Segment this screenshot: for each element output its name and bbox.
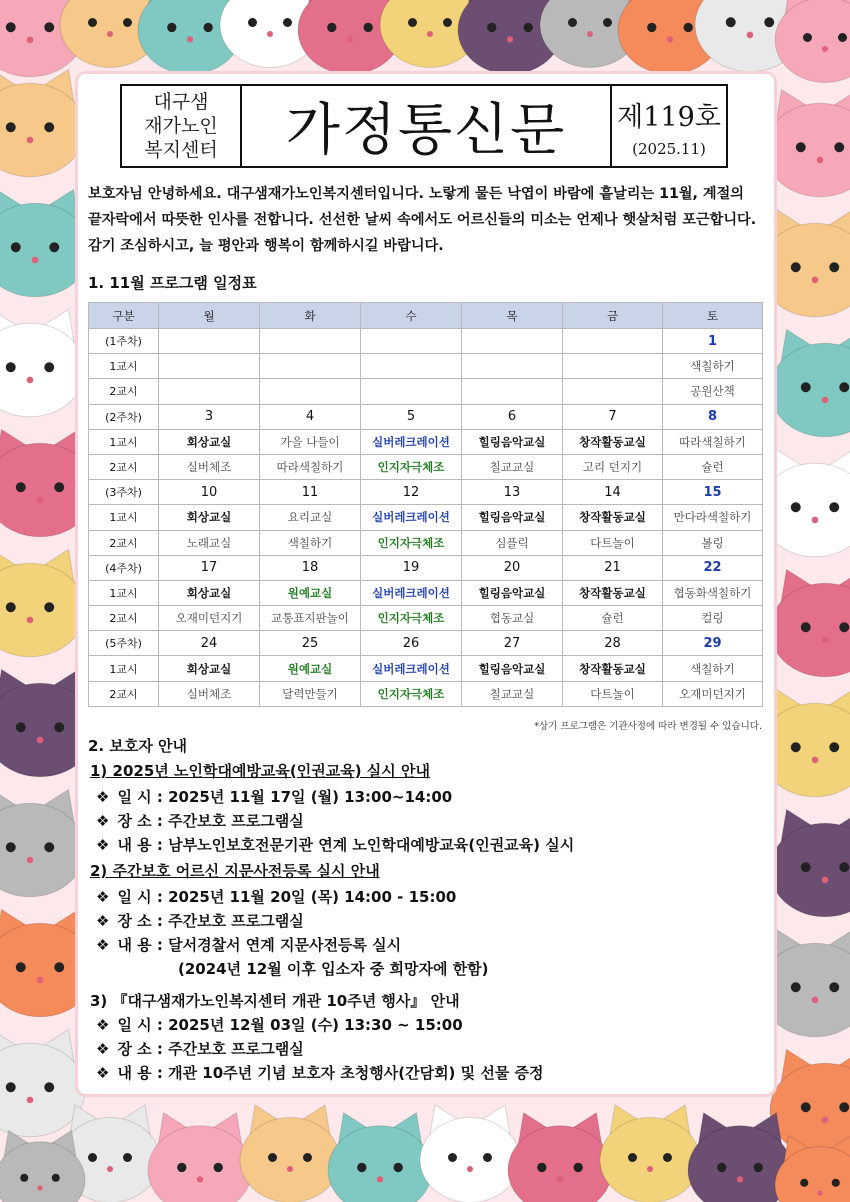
notice-2-title: 2) 주간보호 어르신 지문사전등록 실시 안내 (90, 862, 380, 880)
table-cell: 다트놀이 (563, 681, 663, 706)
notice-3-item-2 (96, 1038, 304, 1059)
table-cell: 28 (563, 631, 663, 656)
table-cell: 고리 던지기 (563, 454, 663, 479)
table-cell: 창작활동교실 (563, 505, 663, 530)
table-cell: 실버레크레이션 (361, 505, 462, 530)
table-cell (462, 329, 563, 354)
table-cell: 슐런 (563, 606, 663, 631)
notice-2-place: 장 소 : 주간보호 프로그램실 (117, 912, 304, 930)
row-label-cell: (2주차) (89, 404, 159, 429)
table-cell: 3 (159, 404, 260, 429)
notice-2-item-3 (96, 934, 401, 955)
table-cell: 14 (563, 480, 663, 505)
table-cell: 15 (663, 480, 763, 505)
table-cell: 6 (462, 404, 563, 429)
notice-1-item-2 (96, 810, 304, 831)
table-cell (563, 379, 663, 404)
period-row (89, 530, 763, 555)
table-cell: 색칠하기 (663, 354, 763, 379)
row-label-cell: (4주차) (89, 555, 159, 580)
table-cell: 회상교실 (159, 656, 260, 681)
row-label-cell: (1주차) (89, 329, 159, 354)
schedule-note: *상기 프로그램은 기관사정에 따라 변경될 수 있습니다. (534, 721, 762, 732)
table-cell: 실버레크레이션 (361, 580, 462, 605)
table-cell: 19 (361, 555, 462, 580)
table-cell: 오재미던지기 (663, 681, 763, 706)
table-cell (462, 354, 563, 379)
row-label-cell: 2교시 (89, 530, 159, 555)
table-cell: 컬링 (663, 606, 763, 631)
table-cell (260, 379, 361, 404)
notice-1-item-1 (96, 786, 452, 807)
table-cell: 힐링음악교실 (462, 656, 563, 681)
period-row (89, 580, 763, 605)
table-cell: 따라색칠하기 (663, 429, 763, 454)
row-label-cell: 2교시 (89, 681, 159, 706)
table-cell: 색칠하기 (663, 656, 763, 681)
week-row (89, 631, 763, 656)
issue-box (610, 86, 726, 166)
org-line-1: 대구샘 (153, 91, 209, 113)
column-header: 토 (663, 303, 763, 329)
issue-date: (2025.11) (632, 139, 706, 158)
table-cell: 20 (462, 555, 563, 580)
notice-3-date: 일 시 : 2025년 12월 03일 (수) 13:30 ~ 15:00 (117, 1016, 463, 1034)
table-header-row (89, 303, 763, 329)
table-cell: 인지자극체조 (361, 454, 462, 479)
table-cell: 5 (361, 404, 462, 429)
table-cell: 회상교실 (159, 429, 260, 454)
notice-2-item-2 (96, 910, 304, 931)
table-cell: 17 (159, 555, 260, 580)
table-cell: 만다라색칠하기 (663, 505, 763, 530)
table-cell: 13 (462, 480, 563, 505)
period-row (89, 429, 763, 454)
notice-1-place: 장 소 : 주간보호 프로그램실 (117, 812, 304, 830)
table-cell (159, 354, 260, 379)
table-cell: 창작활동교실 (563, 429, 663, 454)
notice-2-item-1 (96, 886, 456, 907)
row-label-cell: (5주차) (89, 631, 159, 656)
table-cell (361, 354, 462, 379)
week-row (89, 329, 763, 354)
table-cell (159, 329, 260, 354)
table-cell (563, 329, 663, 354)
program-schedule-table (88, 302, 763, 707)
notice-3-title: 3) 『대구샘재가노인복지센터 개관 10주년 행사』 안내 (90, 992, 460, 1010)
notice-2-content: 내 용 : 달서경찰서 연계 지문사전등록 실시 (117, 936, 402, 954)
diamond-bullet-icon: ❖ (96, 812, 110, 830)
table-cell: 1 (663, 329, 763, 354)
diamond-bullet-icon: ❖ (96, 1064, 110, 1082)
org-line-2: 재가노인 (144, 115, 218, 137)
table-cell: 힐링음악교실 (462, 429, 563, 454)
table-cell: 힐링음악교실 (462, 580, 563, 605)
diamond-bullet-icon: ❖ (96, 936, 110, 954)
diamond-bullet-icon: ❖ (96, 888, 110, 906)
newsletter-header (120, 84, 728, 168)
column-header: 금 (563, 303, 663, 329)
table-cell: 인지자극체조 (361, 606, 462, 631)
table-cell: 27 (462, 631, 563, 656)
table-cell: 회상교실 (159, 580, 260, 605)
organization-name (122, 86, 242, 166)
table-cell: 실버레크레이션 (361, 656, 462, 681)
week-row (89, 480, 763, 505)
table-cell: 29 (663, 631, 763, 656)
table-cell: 칠교교실 (462, 681, 563, 706)
table-cell: 공원산책 (663, 379, 763, 404)
notice-3-content: 내 용 : 개관 10주년 기념 보호자 초청행사(간담회) 및 선물 증정 (117, 1064, 544, 1082)
table-cell: 26 (361, 631, 462, 656)
table-cell: 협동교실 (462, 606, 563, 631)
table-cell: 21 (563, 555, 663, 580)
period-row (89, 606, 763, 631)
table-cell: 8 (663, 404, 763, 429)
section-1-title: 1. 11월 프로그램 일정표 (88, 274, 257, 292)
table-cell: 22 (663, 555, 763, 580)
period-row (89, 354, 763, 379)
row-label-cell: 1교시 (89, 354, 159, 379)
table-cell: 7 (563, 404, 663, 429)
table-cell: 인지자극체조 (361, 530, 462, 555)
table-cell: 인지자극체조 (361, 681, 462, 706)
table-cell (563, 354, 663, 379)
diamond-bullet-icon: ❖ (96, 1040, 110, 1058)
row-label-cell: (3주차) (89, 480, 159, 505)
page-title: 가정통신문 (285, 98, 567, 163)
table-cell: 색칠하기 (260, 530, 361, 555)
table-cell: 다트놀이 (563, 530, 663, 555)
table-cell (260, 354, 361, 379)
table-cell: 12 (361, 480, 462, 505)
table-cell: 11 (260, 480, 361, 505)
table-cell: 실버체조 (159, 454, 260, 479)
notice-2-date: 일 시 : 2025년 11월 20일 (목) 14:00 - 15:00 (117, 888, 457, 906)
table-cell: 창작활동교실 (563, 580, 663, 605)
column-header: 목 (462, 303, 563, 329)
table-cell: 오재미던지기 (159, 606, 260, 631)
table-cell (260, 329, 361, 354)
table-cell: 창작활동교실 (563, 656, 663, 681)
table-cell: 교통표지판놀이 (260, 606, 361, 631)
table-cell (462, 379, 563, 404)
week-row (89, 555, 763, 580)
table-cell (361, 329, 462, 354)
table-cell: 노래교실 (159, 530, 260, 555)
diamond-bullet-icon: ❖ (96, 1016, 110, 1034)
row-label-cell: 1교시 (89, 580, 159, 605)
notice-3-item-1 (96, 1014, 463, 1035)
column-header: 월 (159, 303, 260, 329)
table-cell: 칠교교실 (462, 454, 563, 479)
table-cell: 협동화색칠하기 (663, 580, 763, 605)
notice-1-date: 일 시 : 2025년 11월 17일 (월) 13:00~14:00 (117, 788, 453, 806)
issue-number: 제119호 (617, 101, 721, 133)
table-cell: 요리교실 (260, 505, 361, 530)
notice-1-item-3 (96, 834, 574, 855)
table-cell: 18 (260, 555, 361, 580)
row-label-cell: 1교시 (89, 505, 159, 530)
table-cell: 24 (159, 631, 260, 656)
table-cell: 25 (260, 631, 361, 656)
table-cell: 볼링 (663, 530, 763, 555)
table-cell: 실버레크레이션 (361, 429, 462, 454)
row-label-cell: 2교시 (89, 454, 159, 479)
row-label-cell: 2교시 (89, 606, 159, 631)
column-header: 구분 (89, 303, 159, 329)
period-row (89, 454, 763, 479)
intro-paragraph: 보호자님 안녕하세요. 대구샘재가노인복지센터입니다. 노랗게 물든 낙엽이 바람에 흩날리는 11월, 계절의 끝자락에서 따뜻한 인사를 전합니다. 선선한 날씨 속에서도 어르신들의 미소는 언제나 햇살처럼 포근합니다. 감기 조심하시고, 늘 평안과 행복이 함께하시길 바랍니다. (88, 186, 757, 254)
diamond-bullet-icon: ❖ (96, 912, 110, 930)
notice-3-item-3 (96, 1062, 544, 1083)
table-cell: 4 (260, 404, 361, 429)
row-label-cell: 1교시 (89, 429, 159, 454)
diamond-bullet-icon: ❖ (96, 836, 110, 854)
column-header: 화 (260, 303, 361, 329)
period-row (89, 505, 763, 530)
table-cell: 힐링음악교실 (462, 505, 563, 530)
table-cell: 10 (159, 480, 260, 505)
table-cell: 가을 나들이 (260, 429, 361, 454)
table-cell: 원예교실 (260, 580, 361, 605)
table-cell: 따라색칠하기 (260, 454, 361, 479)
table-cell: 달력만들기 (260, 681, 361, 706)
notice-1-title: 1) 2025년 노인학대예방교육(인권교육) 실시 안내 (90, 762, 430, 780)
row-label-cell: 1교시 (89, 656, 159, 681)
table-cell: 심플릭 (462, 530, 563, 555)
column-header: 수 (361, 303, 462, 329)
row-label-cell: 2교시 (89, 379, 159, 404)
table-cell: 실버체조 (159, 681, 260, 706)
notice-1-content: 내 용 : 남부노인보호전문기관 연계 노인학대예방교육(인권교육) 실시 (117, 836, 575, 854)
week-row (89, 404, 763, 429)
table-cell (361, 379, 462, 404)
table-cell: 원예교실 (260, 656, 361, 681)
table-cell: 회상교실 (159, 505, 260, 530)
org-line-3: 복지센터 (144, 139, 218, 161)
period-row (89, 681, 763, 706)
section-2-title: 2. 보호자 안내 (88, 737, 188, 755)
period-row (89, 379, 763, 404)
table-cell (159, 379, 260, 404)
period-row (89, 656, 763, 681)
notice-2-extra: (2024년 12월 이후 입소자 중 희망자에 한함) (178, 960, 489, 978)
table-cell: 슐런 (663, 454, 763, 479)
notice-3-place: 장 소 : 주간보호 프로그램실 (117, 1040, 304, 1058)
diamond-bullet-icon: ❖ (96, 788, 110, 806)
